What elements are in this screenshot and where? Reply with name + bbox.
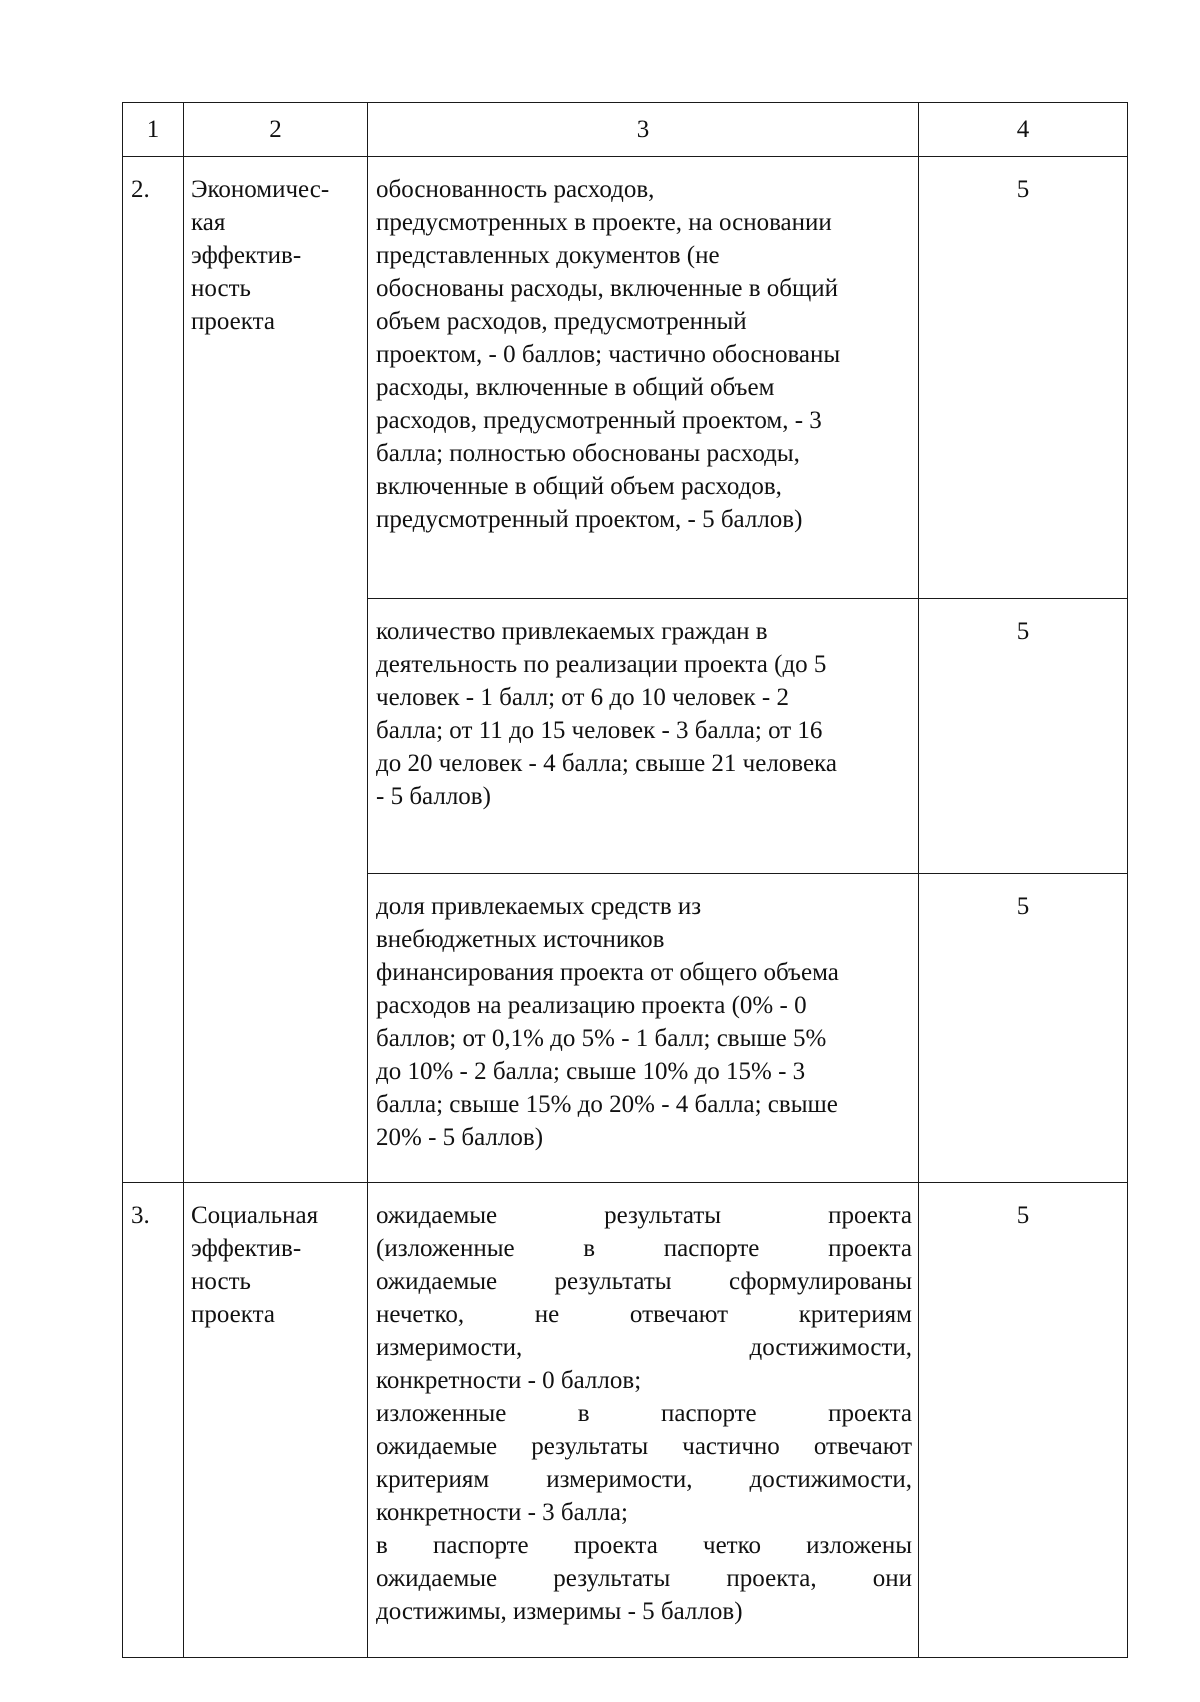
header-cell-1: 1 <box>123 103 184 157</box>
description-line: ожидаемые результаты сформулированы <box>376 1268 912 1295</box>
description-line: включенные в общий объем расходов, <box>376 473 782 500</box>
description-line: расходы, включенные в общий объем <box>376 374 775 401</box>
description-line: доля привлекаемых средств из <box>376 893 702 920</box>
criterion-description <box>368 157 919 599</box>
table-row <box>123 1183 1128 1658</box>
description-line: конкретности - 0 баллов; <box>376 1367 642 1394</box>
criteria-table <box>122 102 1128 1658</box>
description-line: обоснованность расходов, <box>376 176 655 203</box>
title-line: кая <box>191 209 226 236</box>
description-line: до 10% - 2 балла; свыше 10% до 15% - 3 <box>376 1058 806 1085</box>
criterion-description <box>368 599 919 874</box>
max-score: 5 <box>919 599 1128 874</box>
description-line: 20% - 5 баллов) <box>376 1124 544 1151</box>
description-line: объем расходов, предусмотренный <box>376 308 747 335</box>
table-header-row <box>123 103 1128 157</box>
description-line: ожидаемые результаты частично отвечают <box>376 1433 912 1460</box>
header-cell-2: 2 <box>184 103 368 157</box>
description-line: конкретности - 3 балла; <box>376 1499 628 1526</box>
description-line: ожидаемые результаты проекта <box>376 1202 912 1229</box>
criterion-title <box>184 157 368 1183</box>
description-line: изложенные в паспорте проекта <box>376 1400 912 1427</box>
description-line: балла; от 11 до 15 человек - 3 балла; от 16 <box>376 717 823 744</box>
description-line: внебюджетных источников <box>376 926 665 953</box>
description-line: баллов; от 0,1% до 5% - 1 балл; свыше 5% <box>376 1025 827 1052</box>
description-line: нечетко, не отвечают критериям <box>376 1301 912 1328</box>
header-cell-3: 3 <box>368 103 919 157</box>
description-line: количество привлекаемых граждан в <box>376 618 768 645</box>
description-line: балла; полностью обоснованы расходы, <box>376 440 800 467</box>
title-line: Экономичес- <box>191 176 330 203</box>
description-line: в паспорте проекта четко изложены <box>376 1532 912 1559</box>
title-line: ность <box>191 1268 251 1295</box>
description-line: расходов, предусмотренный проектом, - 3 <box>376 407 822 434</box>
criterion-title <box>184 1183 368 1658</box>
description-line: ожидаемые результаты проекта, они <box>376 1565 912 1592</box>
description-line: достижимы, измеримы - 5 баллов) <box>376 1598 743 1625</box>
title-line: ность <box>191 275 251 302</box>
max-score: 5 <box>919 1183 1128 1658</box>
description-line: расходов на реализацию проекта (0% - 0 <box>376 992 807 1019</box>
description-line: финансирования проекта от общего объема <box>376 959 839 986</box>
description-line: представленных документов (не <box>376 242 720 269</box>
title-line: эффектив- <box>191 1235 302 1262</box>
criterion-description <box>368 1183 919 1658</box>
title-line: Социальная <box>191 1202 319 1229</box>
description-line: критериям измеримости, достижимости, <box>376 1466 912 1493</box>
description-line: обоснованы расходы, включенные в общий <box>376 275 839 302</box>
row-number: 2. <box>123 157 184 1183</box>
description-line: до 20 человек - 4 балла; свыше 21 человека <box>376 750 837 777</box>
description-line: деятельность по реализации проекта (до 5 <box>376 651 827 678</box>
description-line: предусмотренный проектом, - 5 баллов) <box>376 506 803 533</box>
title-line: эффектив- <box>191 242 302 269</box>
title-line: проекта <box>191 1301 275 1328</box>
description-line: измеримости, достижимости, <box>376 1334 912 1361</box>
max-score: 5 <box>919 874 1128 1183</box>
header-cell-4: 4 <box>919 103 1128 157</box>
description-line: человек - 1 балл; от 6 до 10 человек - 2 <box>376 684 789 711</box>
description-line: - 5 баллов) <box>376 783 491 810</box>
description-line: проектом, - 0 баллов; частично обоснованы <box>376 341 841 368</box>
criterion-description <box>368 874 919 1183</box>
table-row <box>123 157 1128 599</box>
title-line: проекта <box>191 308 275 335</box>
description-line: (изложенные в паспорте проекта <box>376 1235 912 1262</box>
description-line: балла; свыше 15% до 20% - 4 балла; свыше <box>376 1091 838 1118</box>
description-line: предусмотренных в проекте, на основании <box>376 209 832 236</box>
row-number: 3. <box>123 1183 184 1658</box>
max-score: 5 <box>919 157 1128 599</box>
